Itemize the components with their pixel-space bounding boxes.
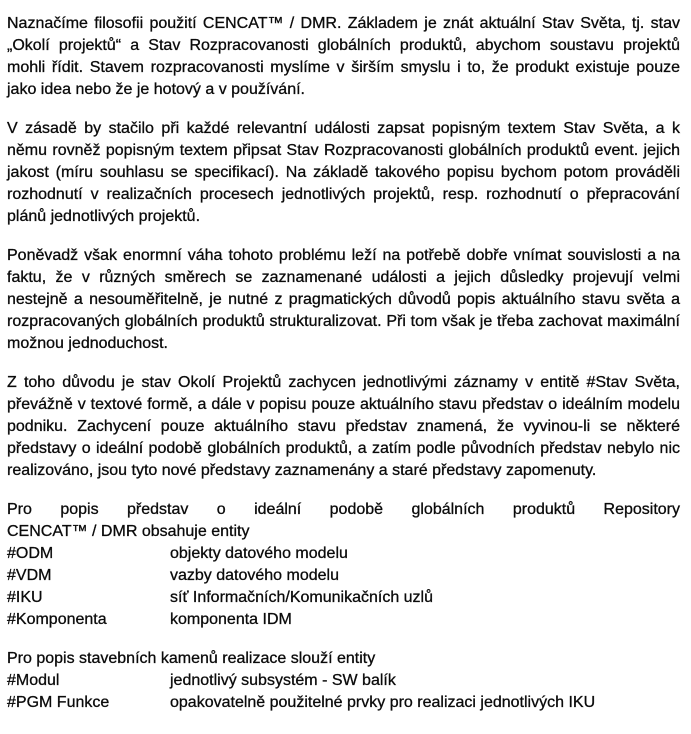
paragraph-structuring-reasons: Poněvadž však enormní váha tohoto problému leží na potřebě dobře vnímat souvislosti a na faktu, že v různých směrech se zaznamenané události a jejich důsledky projevují velmi nestejně a nesouměřitelně, je nutné z pragmatických důvodů popis aktuálního stavu světa a rozpracovaných globálních produktů strukturalizovat. Při tom však je třeba zachovat maximální možnou jednoduchost. (7, 247, 680, 352)
entity-name: #PGM Funkce (7, 694, 110, 711)
building-blocks-intro: Pro popis stavebních kamenů realizace slouží entity (7, 650, 376, 667)
entity-name: #ODM (7, 545, 54, 562)
entity-description: síť Informačních/Komunikačních uzlů (170, 589, 434, 606)
entity-name: #Modul (7, 672, 60, 689)
entity-name: #Komponenta (7, 611, 107, 628)
building-blocks-entity-list (7, 670, 680, 714)
repository-section-intro-line1: Pro popis představ o ideální podobě globálních produktů Repository (7, 501, 680, 518)
repository-entity-list (7, 543, 680, 631)
entity-description: vazby datového modelu (170, 567, 339, 584)
paragraph-intro-philosophy: Naznačíme filosofii použití CENCAT™ / DMR. Základem je znát aktuální Stav Světa, tj. stav „Okolí projektů“ a Stav Rozpracovanosti globálních produktů, abychom soustavu projektů mohli řídit. Stavem rozpracovanosti myslíme v širším smyslu i to, že produkt existuje pouze jako idea nebo že je hotový a v používání. (7, 15, 680, 98)
entity-row (7, 543, 680, 565)
entity-row (7, 565, 680, 587)
entity-name: #VDM (7, 567, 52, 584)
entity-description: jednotlivý subsystém - SW balík (170, 672, 396, 689)
entity-description: objekty datového modelu (170, 545, 348, 562)
paragraph-stav-sveta-entity: Z toho důvodu je stav Okolí Projektů zachycen jednotlivými záznamy v entitě #Stav Světa, převážně v textové formě, a dále v popisu pouze aktuálního stavu představ o ideálním modelu podniku. Zachycení pouze aktuálního stavu představ znamená, že vyvinou-li se některé představy o ideální podobě globálních produktů, a zatím podle původních představ nebylo nic realizováno, jsou tyto nové představy zaznamenány a staré představy zapomenuty. (7, 374, 680, 479)
building-blocks-section (7, 648, 680, 714)
entity-description: komponenta IDM (170, 611, 292, 628)
entity-row (7, 670, 680, 692)
entity-name: #IKU (7, 589, 43, 606)
repository-entities-section (7, 499, 680, 631)
entity-row (7, 609, 680, 631)
entity-description: opakovatelně použitelné prvky pro realizaci jednotlivých IKU (170, 694, 596, 711)
repository-section-intro-line2: CENCAT™ / DMR obsahuje entity (7, 523, 250, 540)
entity-row (7, 587, 680, 609)
paragraph-descriptive-text: V zásadě by stačilo při každé relevantní události zapsat popisným textem Stav Světa, a k němu rovněž popisným textem připsat Stav Rozpracovanosti globálních produktů event. jejich jakost (míru souhlasu se specifikací). Na základě takového popisu bychom potom prováděli rozhodnutí v realizačních procesech jednotlivých projektů, resp. rozhodnutí o přepracování plánů jednotlivých projektů. (7, 120, 680, 225)
entity-row (7, 692, 680, 714)
